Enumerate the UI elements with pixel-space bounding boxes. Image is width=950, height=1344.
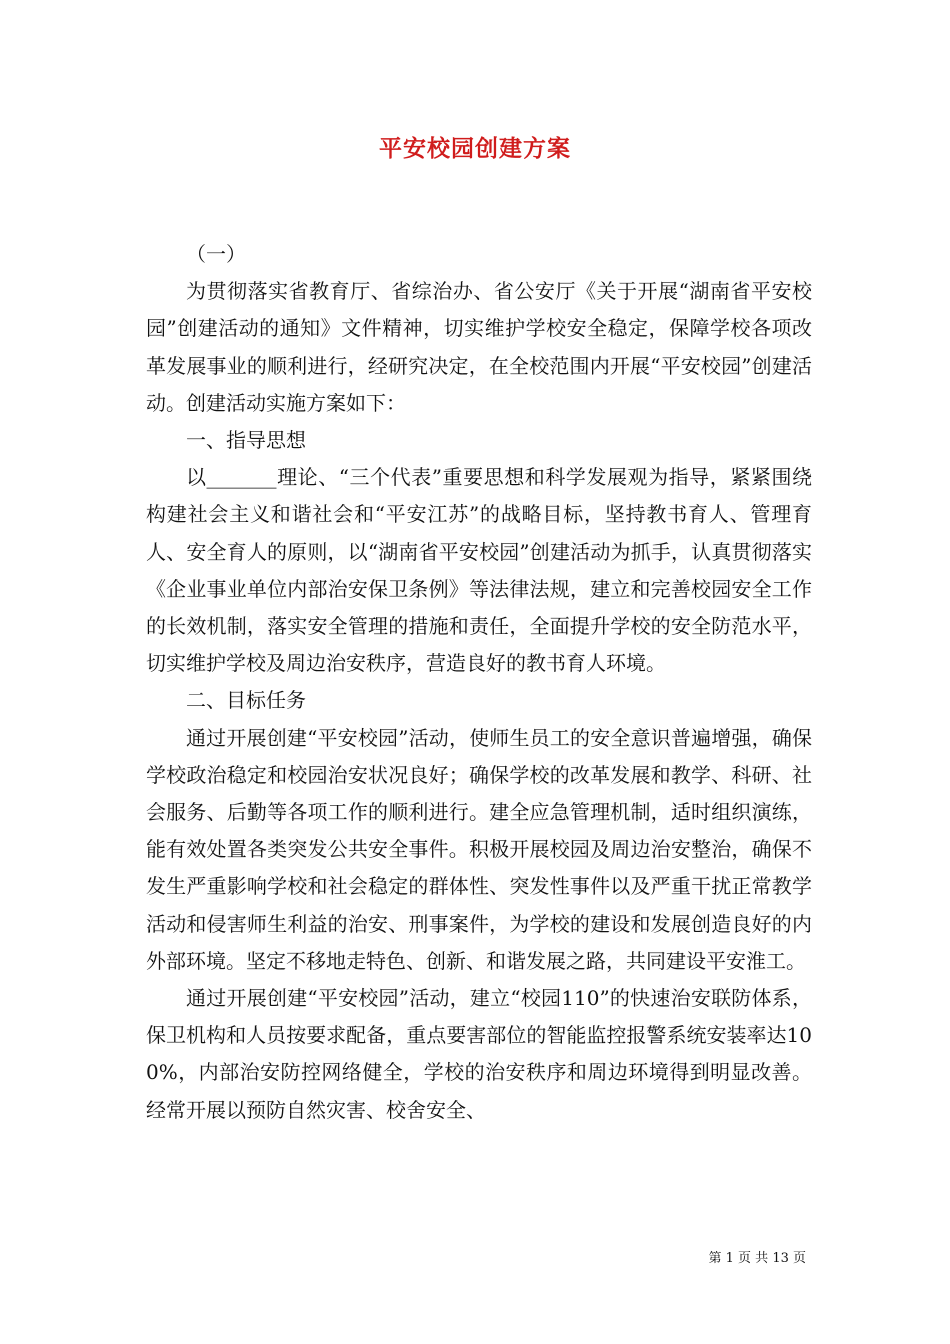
section-heading-guiding-ideology: 一、指导思想 [186,428,306,453]
goals-paragraph-1: 通过开展创建“平安校园”活动，使师生员工的安全意识普遍增强，确保学校政治稳定和校园治安状况良好；确保学校的改革发展和教学、科研、社会服务、后勤等各项工作的顺利进行。建全应急管理机制，适时组织演练，能有效处置各类突发公共安全事件。积极开展校园及周边治安整治，确保不发生严重影响学校和社会稳定的群体性、突发性事件以及严重干扰正常教学活动和侵害师生利益的治安、刑事案件，为学校的建设和发展创造良好的内外部环境。坚定不移地走特色、创新、和谐发展之路，共同建设平安淮工。 [146,725,812,973]
guiding-ideology-paragraph: 以_______理论、“三个代表”重要思想和科学发展观为指导，紧紧围绕构建社会主义和谐社会和“平安江苏”的战略目标，坚持教书育人、管理育人、安全育人的原则，以“湖南省平安校园”创建活动为抓手，认真贯彻落实《企业事业单位内部治安保卫条例》等法律法规，建立和完善校园安全工作的长效机制，落实安全管理的措施和责任，全面提升学校的安全防范水平，切实维护学校及周边治安秩序，营造良好的教书育人环境。 [146,465,812,676]
section-heading-goals-tasks: 二、目标任务 [186,688,306,713]
intro-paragraph: 为贯彻落实省教育厅、省综治办、省公安厅《关于开展“湖南省平安校园”创建活动的通知》文件精神，切实维护学校安全稳定，保障学校各项改革发展事业的顺利进行，经研究决定，在全校范围内开展“平安校园”创建活动。创建活动实施方案如下： [146,279,812,415]
document-title: 平安校园创建方案 [379,135,571,162]
page-number-footer: 第 1 页 共 13 页 [708,1251,806,1266]
document-body [146,236,812,1129]
section-marker: （一） [186,242,246,266]
goals-paragraph-2: 通过开展创建“平安校园”活动，建立“校园110”的快速治安联防体系，保卫机构和人员按要求配备，重点要害部位的智能监控报警系统安装率达100%，内部治安防控网络健全，学校的治安秩序和周边环境得到明显改善。经常开展以预防自然灾害、校舍安全、 [146,986,812,1122]
